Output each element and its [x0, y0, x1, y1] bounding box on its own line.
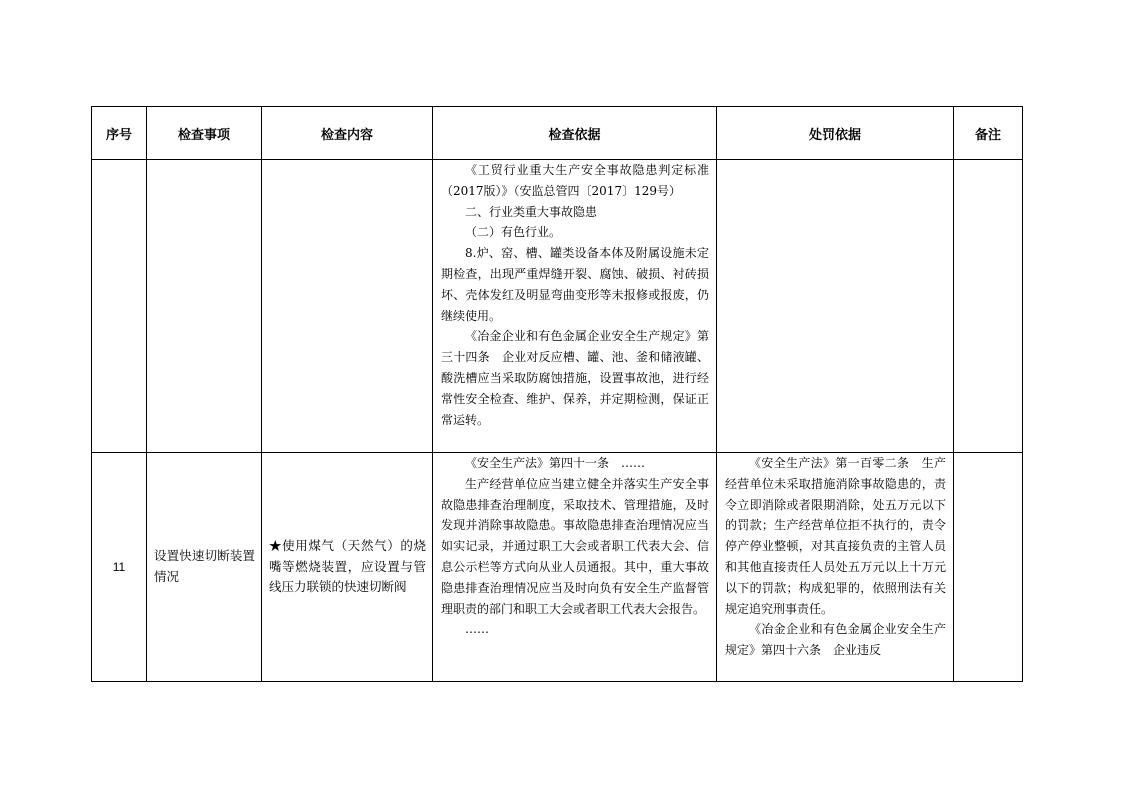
penalty-cell — [717, 160, 954, 453]
header-basis: 检查依据 — [433, 107, 717, 160]
basis-paragraph: 生产经营单位应当建立健全并落实生产安全事故隐患排查治理制度，采取技术、管理措施，及时发现并消除事故隐患。事故隐患排查治理情况应当如实记录，并通过职工大会或者职工代表大会、信息公示栏等方式向从业人员通报。其中，重大事故隐患排查治理情况应当及时向负有安全生产监督管理职责的部门和职工大会或者职工代表大会报告。 — [441, 476, 709, 616]
basis-cell — [433, 453, 717, 682]
item-cell — [147, 160, 262, 453]
header-remark: 备注 — [954, 107, 1023, 160]
basis-text — [433, 160, 716, 452]
item-text: 设置快速切断装置情况 — [154, 548, 255, 584]
content-cell — [262, 160, 433, 453]
basis-paragraph: 8.炉、窑、槽、罐类设备本体及附属设施未定期检查，出现严重焊缝开裂、腐蚀、破损、衬砖损坏、壳体发红及明显弯曲变形等未报修或报废，仍继续使用。 — [441, 246, 709, 323]
header-penalty: 处罚依据 — [717, 107, 954, 160]
content-cell — [262, 453, 433, 682]
penalty-text — [717, 453, 953, 681]
basis-text — [433, 453, 716, 681]
content-text: ★使用煤气（天然气）的烧嘴等燃烧装置，应设置与管线压力联锁的快速切断阀 — [269, 537, 426, 595]
remark-cell — [954, 453, 1023, 682]
penalty-paragraph: 《安全生产法》第一百零二条 生产经营单位未采取措施消除事故隐患的，责令立即消除或者限期消除，处五万元以下的罚款；生产经营单位拒不执行的，责令停产停业整顿，对其直接负责的主管人员和其他直接责任人员处五万元以上十万元以下的罚款；构成犯罪的，依照刑法有关规定追究刑事责任。 — [725, 456, 946, 616]
table-row — [92, 160, 1023, 453]
basis-paragraph: …… — [465, 622, 489, 637]
basis-paragraph: 《工贸行业重大生产安全事故隐患判定标准（2017版）》（安监总管四〔2017〕129号） — [441, 163, 709, 198]
header-content: 检查内容 — [262, 107, 433, 160]
penalty-cell — [717, 453, 954, 682]
seq-cell — [92, 160, 147, 453]
header-item: 检查事项 — [147, 107, 262, 160]
basis-paragraph: 《冶金企业和有色金属企业安全生产规定》第三十四条 企业对反应槽、罐、池、釜和储液罐、酸洗槽应当采取防腐蚀措施，设置事故池，进行经常性安全检查、维护、保养，并定期检测，保证正常运转。 — [441, 329, 709, 427]
table-row — [92, 453, 1023, 682]
basis-paragraph: 《安全生产法》第四十一条 …… — [465, 456, 646, 470]
penalty-paragraph: 《冶金企业和有色金属企业安全生产规定》第四十六条 企业违反 — [725, 622, 946, 658]
inspection-table — [91, 106, 1023, 682]
remark-cell — [954, 160, 1023, 453]
item-cell — [147, 453, 262, 682]
seq-cell: 11 — [92, 453, 147, 682]
header-seq: 序号 — [92, 107, 147, 160]
header-row — [92, 107, 1023, 160]
basis-cell — [433, 160, 717, 453]
basis-paragraph: （二）有色行业。 — [465, 225, 562, 240]
basis-paragraph: 二、行业类重大事故隐患 — [465, 204, 598, 219]
